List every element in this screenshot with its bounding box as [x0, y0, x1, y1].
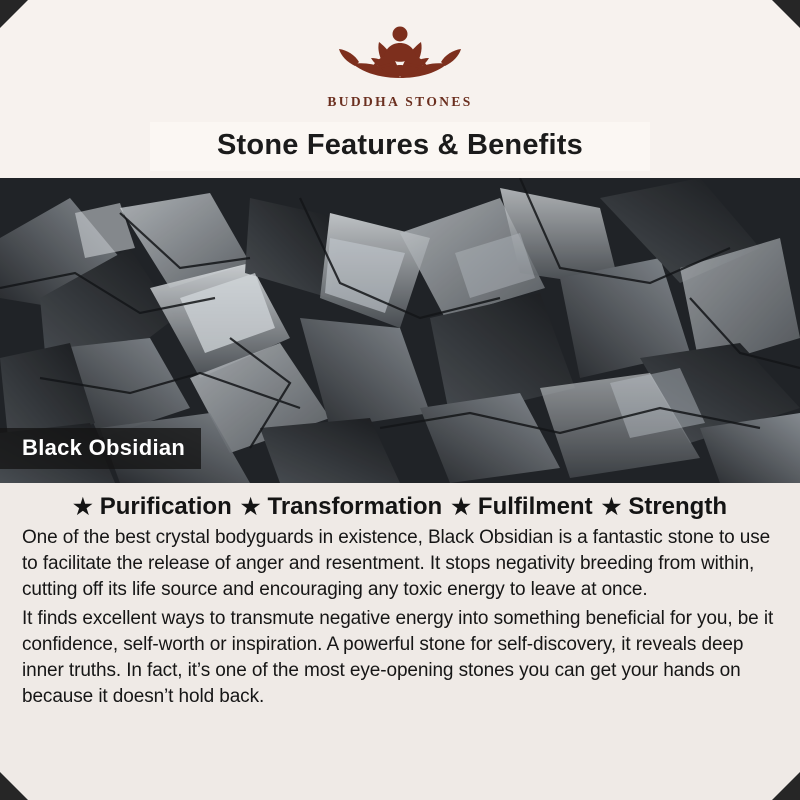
header: [0, 0, 800, 178]
keyword-item: [73, 493, 232, 521]
description-paragraph: One of the best crystal bodyguards in existence, Black Obsidian is a fantastic stone to use to facilitate the release of anger and resentment. It stops negativity breeding from within, cutting off its life source and encouraging any toxic energy to leave at once.: [22, 527, 771, 601]
brand-name: BUDDHA STONES: [327, 94, 473, 109]
star-icon: ★: [240, 494, 261, 519]
image-caption: Black Obsidian: [0, 428, 201, 469]
title-banner: [150, 122, 650, 171]
content-body: [0, 483, 800, 800]
description-paragraph: It finds excellent ways to transmute negative energy into something beneficial for you, be it confidence, self-worth or inspiration. A powerful stone for self-discovery, it reveals deep inner truths. In fact, it’s one of the most eye-opening stones you can get your hands on because it doesn’t hold back.: [22, 607, 774, 708]
keyword-item: [593, 493, 727, 521]
corner-decoration-top-right: [772, 0, 800, 28]
keyword-item: [232, 493, 442, 521]
corner-decoration-bottom-right: [772, 772, 800, 800]
star-icon: ★: [601, 494, 622, 519]
keyword-label: Purification: [99, 493, 232, 520]
page-title: Stone Features & Benefits: [217, 129, 583, 161]
keyword-label: Fulfilment: [477, 493, 593, 520]
star-icon: ★: [451, 494, 471, 519]
lotus-meditation-figure-icon: [325, 16, 475, 92]
star-icon: ★: [73, 494, 93, 519]
corner-decoration-top-left: [0, 0, 28, 28]
brand-logo: [325, 16, 475, 110]
keyword-label: Transformation: [267, 493, 443, 520]
corner-decoration-bottom-left: [0, 772, 28, 800]
keyword-list: [22, 493, 778, 521]
hero-image: [0, 178, 800, 483]
keyword-label: Strength: [628, 493, 727, 520]
keyword-item: [442, 493, 592, 521]
